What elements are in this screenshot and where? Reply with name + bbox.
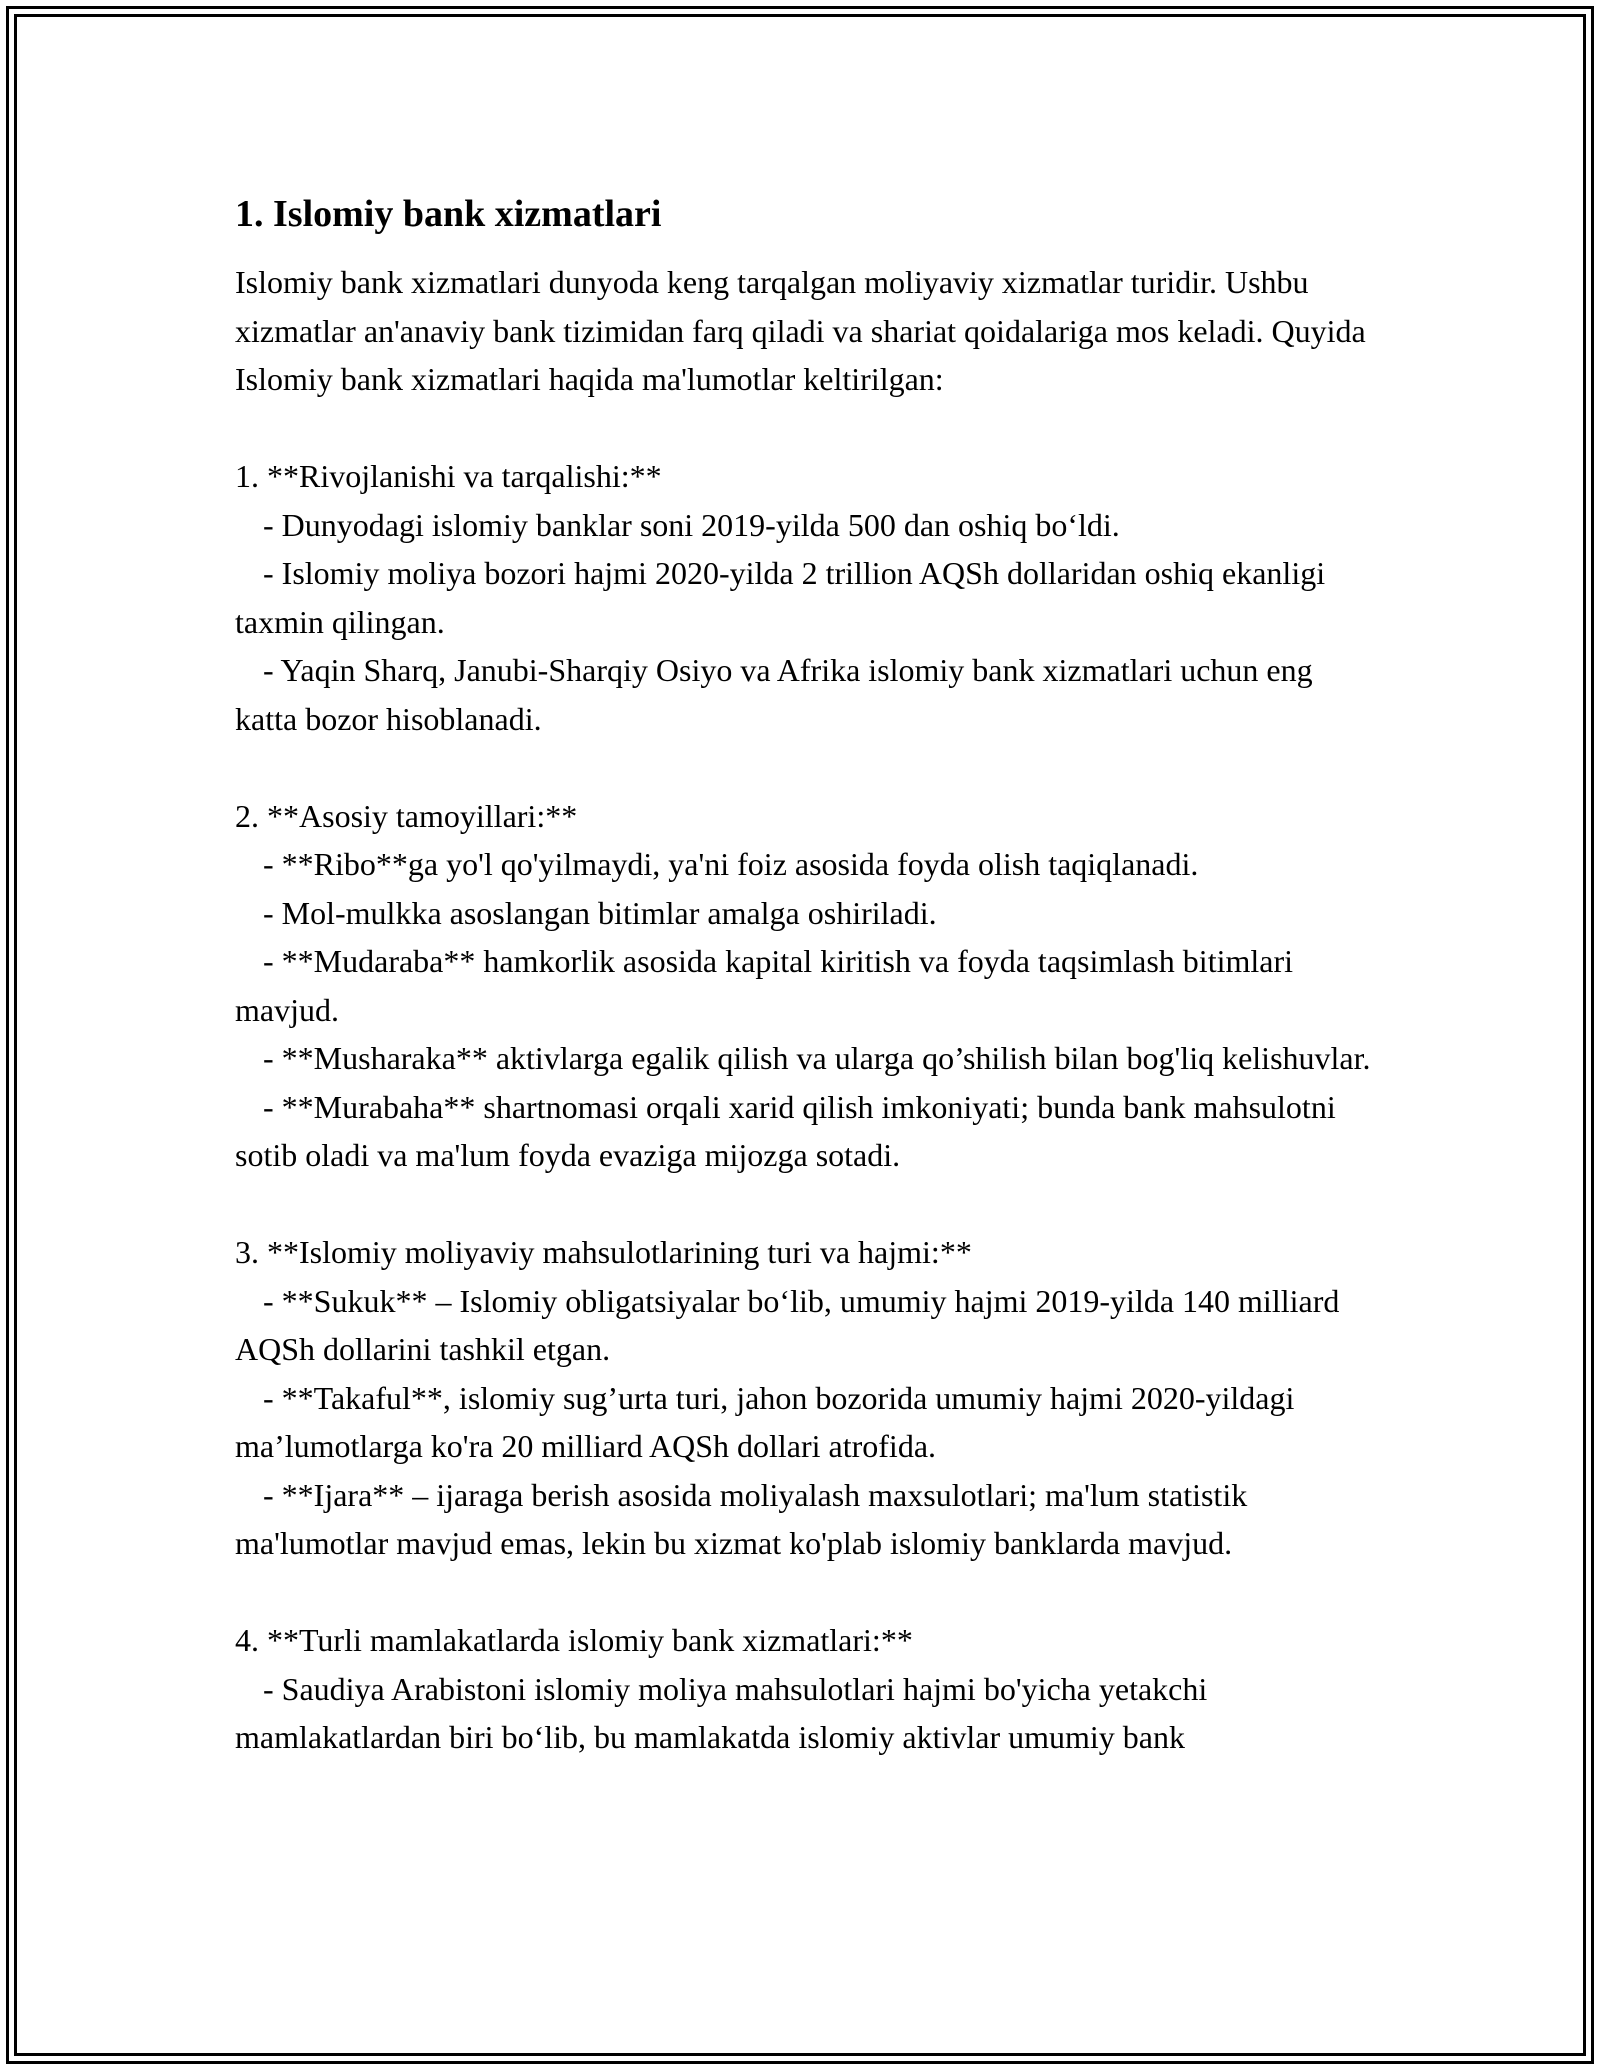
bullet-item: - Saudiya Arabistoni islomiy moliya mahsulotlari hajmi bo'yicha yetakchi mamlakatlardan biri bo‘lib, bu mamlakatda islomiy aktivlar umumiy bank <box>235 1670 1208 1755</box>
bullet-item: - **Murabaha** shartnomasi orqali xarid qilish imkoniyati; bunda bank mahsulotni sotib oladi va ma'lum foyda evaziga mijozga sotadi. <box>235 1088 1336 1173</box>
spacer <box>235 1568 1375 1617</box>
section-title: 1. **Rivojlanishi va tarqalishi:** <box>235 458 662 494</box>
bullet-item: - **Ribo**ga yo'l qo'yilmaydi, ya'ni foiz asosida foyda olish taqiqlanadi. <box>263 846 1199 882</box>
section-title: 2. **Asosiy tamoyillari:** <box>235 797 578 834</box>
bullet-item: - Islomiy moliya bozori hajmi 2020-yilda 2 trillion AQSh dollaridan oshiq ekanligi taxmin qilingan. <box>235 555 1326 640</box>
spacer <box>235 404 1375 453</box>
bullet-item: - **Takaful**, islomiy sug’urta turi, jahon bozorida umumiy hajmi 2020-yildagi ma’lumotlarga ko'ra 20 milliard AQSh dollari atrofida. <box>235 1379 1295 1464</box>
bullet-item: - **Mudaraba** hamkorlik asosida kapital kiritish va foyda taqsimlash bitimlari mavjud. <box>235 943 1293 1028</box>
bullet-item: - **Ijara** – ijaraga berish asosida moliyalash maxsulotlari; ma'lum statistik ma'lumotlar mavjud emas, lekin bu xizmat ko'plab islomiy banklarda mavjud. <box>235 1476 1248 1561</box>
spacer <box>235 1180 1375 1229</box>
intro-paragraph: Islomiy bank xizmatlari dunyoda keng tarqalgan moliyaviy xizmatlar turidir. Ushbu xizmatlar an'anaviy bank tizimidan farq qiladi va shariat qoidalariga mos keladi. Quyida Islomiy bank xizmatlari haqida ma'lumotlar keltirilgan: <box>235 264 1366 397</box>
bullet-item: - Yaqin Sharq, Janubi-Sharqiy Osiyo va Afrika islomiy bank xizmatlari uchun eng katta bozor hisoblanadi. <box>235 652 1313 737</box>
bullet-item: - Mol-mulkka asoslangan bitimlar amalga oshiriladi. <box>263 894 937 931</box>
section-3 <box>235 1228 1375 1568</box>
bullet-item: - Dunyodagi islomiy banklar soni 2019-yilda 500 dan oshiq bo‘ldi. <box>263 506 1120 543</box>
bullet-item: - **Musharaka** aktivlarga egalik qilish va ularga qo’shilish bilan bog'liq kelishuvlar. <box>263 1040 1371 1076</box>
section-1 <box>235 452 1375 743</box>
document-body <box>235 190 1375 1762</box>
spacer <box>235 743 1375 792</box>
section-2 <box>235 792 1375 1180</box>
bullet-item: - **Sukuk** – Islomiy obligatsiyalar bo‘lib, umumiy hajmi 2019-yilda 140 milliard AQSh dollarini tashkil etgan. <box>235 1282 1340 1367</box>
section-title: 3. **Islomiy moliyaviy mahsulotlarining turi va hajmi:** <box>235 1234 972 1270</box>
section-title: 4. **Turli mamlakatlarda islomiy bank xizmatlari:** <box>235 1622 913 1658</box>
section-4 <box>235 1616 1375 1762</box>
document-heading: 1. Islomiy bank xizmatlari <box>235 193 662 235</box>
